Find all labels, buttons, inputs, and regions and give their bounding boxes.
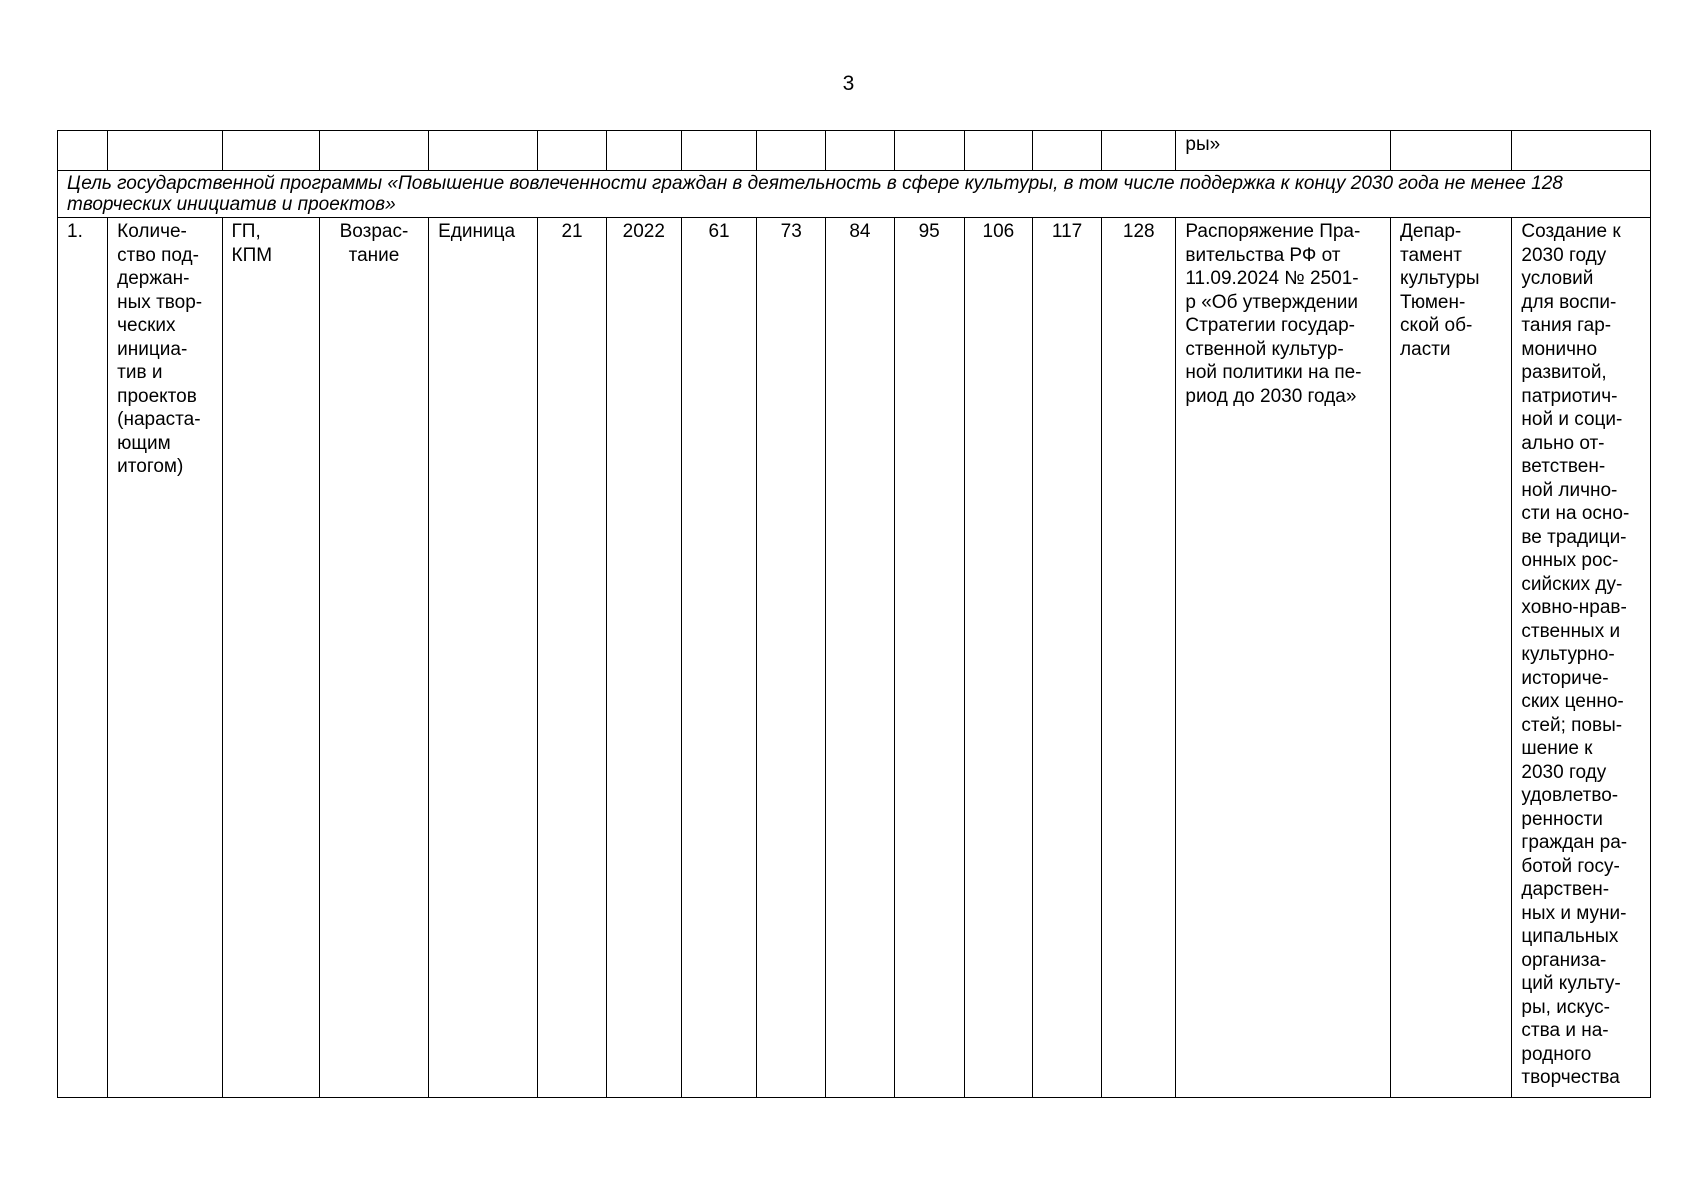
value-cell: 84	[826, 218, 894, 1098]
base-value: 21	[538, 218, 606, 1098]
value-cell: 95	[894, 218, 964, 1098]
indicator-document: Распоряжение Пра- вительства РФ от 11.09.2024 № 2501- р «Об утверждении Стратегии государ- ственной культур- ной политики на пе- риод до 2030 года»	[1176, 218, 1391, 1098]
table-cell-empty	[1391, 131, 1512, 171]
table-cell-empty	[222, 131, 319, 171]
indicators-table	[57, 130, 1651, 1098]
table-cell-empty	[1512, 131, 1651, 171]
value-cell: 117	[1032, 218, 1101, 1098]
continuation-text-cell: ры»	[1176, 131, 1391, 171]
table-cell-empty	[58, 131, 108, 171]
indicator-level: ГП, КПМ	[222, 218, 319, 1098]
goal-row	[58, 171, 1651, 218]
indicator-responsible: Депар- тамент культуры Тюмен- ской об- ласти	[1391, 218, 1512, 1098]
table-cell-empty	[108, 131, 222, 171]
table-cell-empty	[429, 131, 538, 171]
indicator-number: 1.	[58, 218, 108, 1098]
value-cell: 128	[1102, 218, 1176, 1098]
indicator-unit: Единица	[429, 218, 538, 1098]
goal-text: Цель государственной программы «Повышение вовлеченности граждан в деятельность в сфере культуры, в том числе поддержка к концу 2030 года не менее 128 творческих инициатив и проектов»	[58, 171, 1651, 218]
table-cell-empty	[319, 131, 428, 171]
table-cell-empty	[826, 131, 894, 171]
base-year: 2022	[606, 218, 681, 1098]
table-cell-empty	[1102, 131, 1176, 171]
table-cell-empty	[538, 131, 606, 171]
indicator-name: Количе- ство под- держан- ных твор- ческих инициа- тив и проектов (нараста- ющим итогом)	[108, 218, 222, 1098]
table-cell-empty	[894, 131, 964, 171]
table-cell-empty	[681, 131, 756, 171]
table-row-indicator	[58, 218, 1651, 1098]
table-cell-empty	[964, 131, 1032, 171]
table-cell-empty	[606, 131, 681, 171]
value-cell: 73	[757, 218, 826, 1098]
value-cell: 106	[964, 218, 1032, 1098]
value-cell: 61	[681, 218, 756, 1098]
table-cell-empty	[757, 131, 826, 171]
table-row-continuation	[58, 131, 1651, 171]
table-cell-empty	[1032, 131, 1101, 171]
indicator-trend: Возрас- тание	[319, 218, 428, 1098]
indicator-link: Создание к 2030 году условий для воспи- тания гар- монично развитой, патриотич- ной и соци- ально от- ветствен- ной лично- сти на осно- ве традици- онных рос- сийских ду- ховно-нрав- ственных и культурно- историче- ских ценно- стей; повы- шение к 2030 году удовлетво- ренности граждан ра- ботой госу- дарствен- ных и муни- ципальных организа- ций культу- ры, искус- ства и на- родного творчества	[1512, 218, 1651, 1098]
page-number: 3	[842, 72, 855, 95]
